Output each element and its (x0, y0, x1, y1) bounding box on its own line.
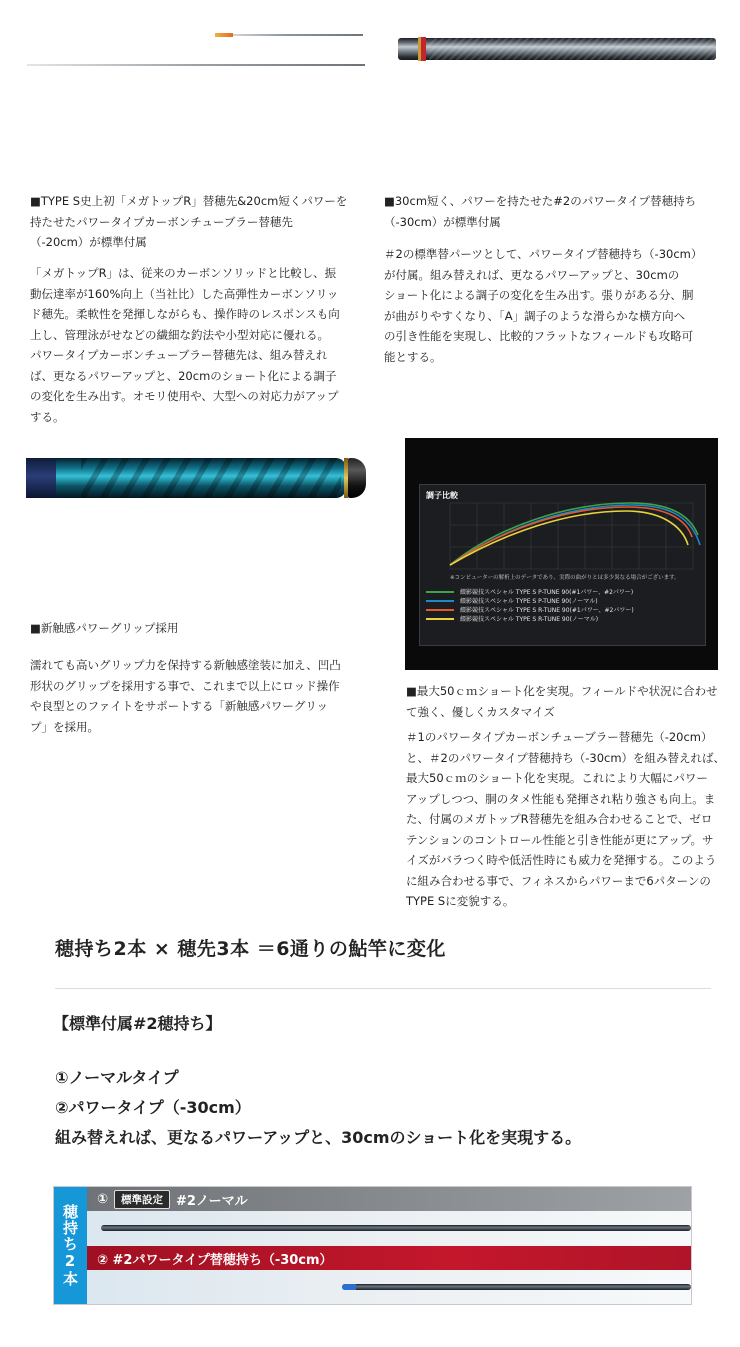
item-description: 組み替えれば、更なるパワーアップと、30cmのショート化を実現する。 (55, 1128, 582, 1147)
power-butt-rod-image (398, 36, 718, 62)
legend-label: 綴影競技スペシャル TYPE S R-TUNE 90(#1パワー、#2パワー) (460, 607, 634, 614)
taper-comparison-chart (405, 438, 718, 670)
legend-entry (426, 614, 698, 623)
chart-series-line (450, 511, 688, 565)
item-normal: ①ノーマルタイプ (55, 1068, 179, 1087)
legend-swatch (426, 600, 454, 602)
power-grip-image (26, 458, 366, 500)
legend-label: 綴影競技スペシャル TYPE S P-TUNE 90(ノーマル) (460, 598, 598, 605)
row-normal-image (87, 1211, 691, 1246)
legend-label: 綴影競技スペシャル TYPE S P-TUNE 90(#1パワー、#2パワー) (460, 589, 634, 596)
short-body: ＃1のパワータイプカーボンチューブラー替穂先（-20cm） と、＃2のパワータイプ替穂持ち（-30cm）を組み替えれば、 最大50ｃｍのショート化を実現。これにより大幅にパワー アップしつつ、胴のタメ性能も発揮され粘り強さも向上。ま た、付属のメガトップR替穂先を組み合わせることで、ゼロ テンションのコントロール性能と引き性能が更にアップ。サ イズがバラつく時や低活性時にも威力を発揮する。このよう に組み合わせる事で、フィネスからパワーまで6パターンの TYPE Sに変貌する。 (406, 730, 726, 908)
legend-swatch (426, 618, 454, 620)
item-power: ②パワータイプ（-30cm） (55, 1098, 251, 1117)
chart-series-line (450, 505, 700, 565)
panel-side-label (54, 1187, 87, 1304)
legend-swatch (426, 591, 454, 593)
row-power-label: ② #2パワータイプ替穂持ち（-30cm） (97, 1252, 333, 1268)
legend-entry (426, 587, 698, 596)
chart-note: ※コンピューターの解析上のデータであり、実際の曲がりとは多少異なる場合がございます。 (450, 575, 680, 581)
grip-body: 濡れても高いグリップ力を保持する新触感塗装に加え、凹凸 形状のグリップを採用する事で、これまで以上にロッド操作 や良型とのファイトをサポートする「新触感パワーグリッ プ」を採用。 (30, 658, 341, 734)
row-normal-label: #2ノーマル (176, 1193, 248, 1209)
legend-label: 綴影競技スペシャル TYPE S R-TUNE 90(ノーマル) (460, 616, 599, 623)
power-butt-body: ＃2の標準替パーツとして、パワータイプ替穂持ち（-30cm） が付属。組み替えれば、更なるパワーアップと、30cmの ショート化による調子の変化を生み出す。張りがある分、胴 が曲がりやすくなり、「A」調子のような滑らかな横方向へ の引き性能を実現し、比較的フラットなフィールドも攻略可 能とする。 (384, 247, 703, 364)
chart-label: 調子比較 (426, 491, 458, 500)
divider (55, 988, 711, 989)
row-power-image (87, 1270, 691, 1304)
panel-side-text: 穂持ち2本 (61, 1204, 79, 1287)
butt-section-subtitle: 【標準付属#2穂持ち】 (53, 1014, 222, 1033)
grip-heading: ■新触感パワーグリップ採用 (30, 621, 179, 635)
chart-legend (426, 587, 698, 623)
row-normal-number: ① (97, 1191, 109, 1207)
standard-badge: 標準設定 (114, 1190, 170, 1209)
legend-swatch (426, 609, 454, 611)
tip-rod-image (215, 30, 365, 70)
chart-plot-area (419, 484, 706, 646)
butt-section-panel (53, 1186, 692, 1305)
combination-title: 穂持ち2本 × 穂先3本 ＝6通りの鮎竿に変化 (55, 938, 446, 960)
row-power-header (87, 1246, 691, 1270)
legend-entry (426, 596, 698, 605)
power-butt-heading: ■30cm短く、パワーを持たせた#2のパワータイプ替穂持ち （-30cm）が標準付属 (384, 194, 697, 229)
short-heading: ■最大50ｃｍショート化を実現。フィールドや状況に合わせ て強く、優しくカスタマイズ (406, 684, 718, 719)
row-normal-header (87, 1187, 691, 1211)
legend-entry (426, 605, 698, 614)
megatop-body: 「メガトップR」は、従来のカーボンソリッドと比較し、振 動伝達率が160%向上（当社比）した高弾性カーボンソリッ ド穂先。柔軟性を発揮しながらも、操作時のレスポンスも向 上し、管理泳がせなどの繊細な釣法や小型対応に優れる。 パワータイプカーボンチューブラー替穂先は、組み替えれ ば、更なるパワーアップと、20cmのショート化による調子 の変化を生み出す。オモリ使用や、大型への対応力がアップ する。 (30, 266, 340, 424)
megatop-heading: ■TYPE S史上初「メガトップR」替穂先&20cm短くパワーを 持たせたパワータイプカーボンチューブラー替穂先 （-20cm）が標準付属 (30, 194, 348, 249)
